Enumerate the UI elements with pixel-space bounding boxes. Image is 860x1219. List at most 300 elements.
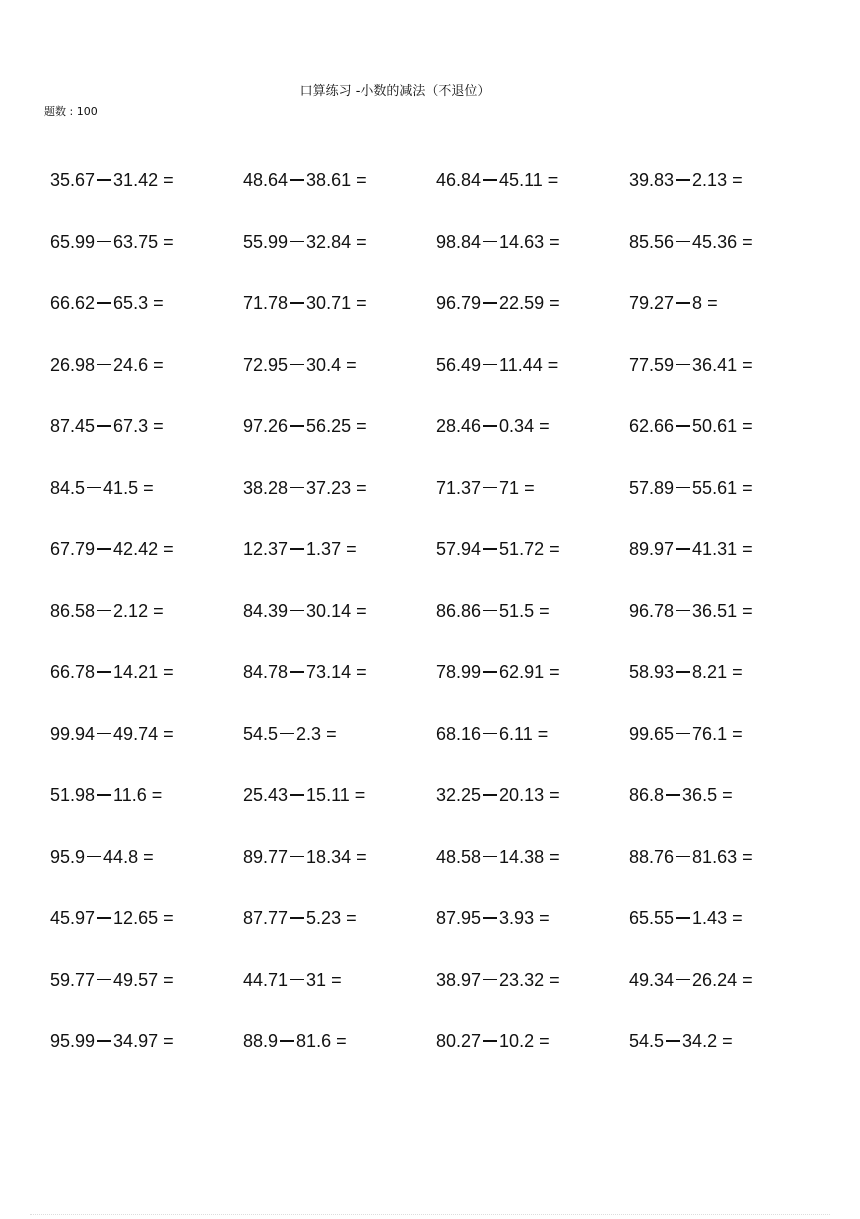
problem-item: [436, 355, 629, 376]
subtrahend: 26.24: [692, 969, 738, 990]
subtrahend: 81.63: [692, 846, 738, 867]
minuend: 65.55: [629, 908, 675, 929]
problem-row: [50, 704, 830, 766]
minus-sign-icon: [676, 979, 690, 981]
minus-sign-icon: [483, 794, 497, 796]
subtrahend: 18.34: [306, 846, 352, 867]
equals-sign: =: [722, 1031, 733, 1052]
subtrahend: 51.5: [499, 600, 535, 621]
problem-item: [629, 908, 822, 929]
problem-item: [243, 908, 436, 929]
problem-item: [436, 1031, 629, 1052]
minus-sign-icon: [483, 179, 497, 181]
problem-item: [50, 170, 243, 191]
minuend: 77.59: [629, 354, 675, 375]
problem-row: [50, 396, 830, 458]
equals-sign: =: [549, 539, 560, 560]
minuend: 49.34: [629, 969, 675, 990]
minuend: 54.5: [629, 1031, 665, 1052]
problem-row: [50, 765, 830, 827]
minus-sign-icon: [483, 487, 497, 489]
minuend: 85.56: [629, 231, 675, 252]
problem-item: [629, 1031, 822, 1052]
minuend: 51.98: [50, 785, 96, 806]
equals-sign: =: [153, 293, 164, 314]
minus-sign-icon: [676, 548, 690, 550]
equals-sign: =: [326, 723, 337, 744]
equals-sign: =: [163, 1031, 174, 1052]
problem-item: [50, 293, 243, 314]
minus-sign-icon: [290, 425, 304, 427]
equals-sign: =: [143, 846, 154, 867]
problem-row: [50, 273, 830, 335]
minus-sign-icon: [483, 364, 497, 366]
problem-item: [436, 601, 629, 622]
minuend: 87.45: [50, 416, 96, 437]
equals-sign: =: [549, 231, 560, 252]
minus-sign-icon: [97, 302, 111, 304]
minuend: 79.27: [629, 293, 675, 314]
minuend: 46.84: [436, 170, 482, 191]
minuend: 95.99: [50, 1031, 96, 1052]
minuend: 86.86: [436, 600, 482, 621]
problem-item: [243, 539, 436, 560]
equals-sign: =: [549, 662, 560, 683]
subtrahend: 22.59: [499, 293, 545, 314]
equals-sign: =: [143, 477, 154, 498]
problem-item: [50, 970, 243, 991]
minus-sign-icon: [483, 302, 497, 304]
minuend: 89.97: [629, 539, 675, 560]
subtrahend: 5.23: [306, 908, 342, 929]
equals-sign: =: [354, 785, 366, 806]
subtrahend: 73.14: [306, 662, 352, 683]
problem-item: [50, 232, 243, 253]
equals-sign: =: [346, 908, 357, 929]
problem-row: [50, 827, 830, 889]
problem-grid: [50, 150, 830, 1073]
subtrahend: 71: [499, 477, 520, 498]
problem-item: [50, 478, 243, 499]
equals-sign: =: [153, 600, 164, 621]
minus-sign-icon: [97, 671, 111, 673]
minuend: 87.95: [436, 908, 482, 929]
minus-sign-icon: [676, 241, 690, 243]
minuend: 25.43: [243, 785, 289, 806]
problem-item: [436, 293, 629, 314]
minus-sign-icon: [290, 671, 304, 673]
problem-item: [243, 232, 436, 253]
equals-sign: =: [356, 846, 367, 867]
problem-item: [629, 416, 822, 437]
minuend: 59.77: [50, 969, 96, 990]
subtrahend: 42.42: [113, 539, 159, 560]
problem-item: [436, 416, 629, 437]
minuend: 26.98: [50, 354, 96, 375]
problem-item: [243, 170, 436, 191]
subtrahend: 62.91: [499, 662, 545, 683]
equals-sign: =: [163, 908, 174, 929]
equals-sign: =: [547, 170, 559, 191]
problem-count: 题数 : 100: [44, 105, 98, 118]
problem-row: [50, 335, 830, 397]
subtrahend: 55.61: [692, 477, 738, 498]
problem-item: [629, 478, 822, 499]
equals-sign: =: [722, 785, 733, 806]
subtrahend: 34.97: [113, 1031, 159, 1052]
problem-item: [243, 601, 436, 622]
problem-row: [50, 519, 830, 581]
equals-sign: =: [742, 477, 753, 498]
minus-sign-icon: [97, 733, 111, 735]
subtrahend: 2.3: [296, 723, 322, 744]
equals-sign: =: [549, 846, 560, 867]
minuend: 65.99: [50, 231, 96, 252]
problem-item: [436, 170, 629, 191]
minuend: 66.78: [50, 662, 96, 683]
minuend: 89.77: [243, 846, 289, 867]
problem-row: [50, 581, 830, 643]
minuend: 28.46: [436, 416, 482, 437]
subtrahend: 0.34: [499, 416, 535, 437]
minus-sign-icon: [676, 487, 690, 489]
equals-sign: =: [356, 170, 367, 191]
minus-sign-icon: [290, 487, 304, 489]
subtrahend: 20.13: [499, 785, 545, 806]
minus-sign-icon: [290, 548, 304, 550]
subtrahend: 51.72: [499, 539, 545, 560]
problem-item: [436, 970, 629, 991]
subtrahend: 76.1: [692, 723, 728, 744]
subtrahend: 38.61: [306, 170, 352, 191]
minus-sign-icon: [290, 302, 304, 304]
subtrahend: 8: [692, 293, 703, 314]
problem-item: [50, 785, 243, 806]
subtrahend: 11.6: [113, 785, 147, 806]
subtrahend: 6.11: [499, 723, 533, 744]
minuend: 62.66: [629, 416, 675, 437]
equals-sign: =: [331, 969, 342, 990]
problem-item: [436, 908, 629, 929]
footer-divider: [30, 1214, 830, 1215]
subtrahend: 14.63: [499, 231, 545, 252]
minuend: 88.76: [629, 846, 675, 867]
problem-item: [629, 232, 822, 253]
minuend: 98.84: [436, 231, 482, 252]
equals-sign: =: [707, 293, 718, 314]
minuend: 86.8: [629, 785, 665, 806]
equals-sign: =: [732, 908, 743, 929]
subtrahend: 10.2: [499, 1031, 535, 1052]
subtrahend: 36.41: [692, 354, 738, 375]
problem-row: [50, 1011, 830, 1073]
subtrahend: 2.12: [113, 600, 149, 621]
subtrahend: 45.11: [499, 170, 543, 191]
minuend: 78.99: [436, 662, 482, 683]
minuend: 95.9: [50, 846, 86, 867]
minuend: 71.37: [436, 477, 482, 498]
subtrahend: 1.37: [306, 539, 342, 560]
minus-sign-icon: [483, 425, 497, 427]
equals-sign: =: [742, 969, 753, 990]
minus-sign-icon: [97, 917, 111, 919]
minus-sign-icon: [676, 364, 690, 366]
equals-sign: =: [356, 231, 367, 252]
subtrahend: 49.57: [113, 969, 159, 990]
minuend: 88.9: [243, 1031, 279, 1052]
equals-sign: =: [742, 354, 753, 375]
minuend: 84.39: [243, 600, 289, 621]
equals-sign: =: [732, 170, 743, 191]
minuend: 44.71: [243, 969, 289, 990]
minus-sign-icon: [483, 917, 497, 919]
problem-item: [629, 970, 822, 991]
minus-sign-icon: [97, 425, 111, 427]
minus-sign-icon: [676, 917, 690, 919]
subtrahend: 31.42: [113, 170, 159, 191]
problem-item: [629, 293, 822, 314]
equals-sign: =: [336, 1031, 347, 1052]
subtrahend: 30.4: [306, 354, 342, 375]
problem-item: [243, 785, 436, 806]
equals-sign: =: [549, 293, 560, 314]
problem-item: [436, 785, 629, 806]
problem-item: [50, 355, 243, 376]
equals-sign: =: [163, 723, 174, 744]
equals-sign: =: [356, 600, 367, 621]
minus-sign-icon: [483, 610, 497, 612]
problem-item: [50, 539, 243, 560]
minus-sign-icon: [97, 179, 111, 181]
minuend: 54.5: [243, 723, 279, 744]
minuend: 57.94: [436, 539, 482, 560]
subtrahend: 23.32: [499, 969, 545, 990]
equals-sign: =: [524, 477, 535, 498]
equals-sign: =: [547, 354, 559, 375]
problem-item: [629, 170, 822, 191]
page-title: 口算练习 -小数的减法（不退位）: [299, 84, 491, 99]
minus-sign-icon: [483, 733, 497, 735]
subtrahend: 56.25: [306, 416, 352, 437]
minus-sign-icon: [483, 241, 497, 243]
subtrahend: 41.31: [692, 539, 738, 560]
equals-sign: =: [742, 231, 753, 252]
minus-sign-icon: [290, 179, 304, 181]
equals-sign: =: [732, 662, 743, 683]
minuend: 80.27: [436, 1031, 482, 1052]
problem-item: [436, 478, 629, 499]
subtrahend: 45.36: [692, 231, 738, 252]
minuend: 38.28: [243, 477, 289, 498]
minuend: 99.94: [50, 723, 96, 744]
problem-item: [50, 908, 243, 929]
minuend: 72.95: [243, 354, 289, 375]
minus-sign-icon: [483, 548, 497, 550]
minus-sign-icon: [97, 364, 111, 366]
subtrahend: 30.71: [306, 293, 352, 314]
subtrahend: 50.61: [692, 416, 738, 437]
problem-item: [243, 293, 436, 314]
problem-item: [243, 847, 436, 868]
subtrahend: 41.5: [103, 477, 139, 498]
minus-sign-icon: [666, 794, 680, 796]
equals-sign: =: [539, 600, 550, 621]
equals-sign: =: [163, 539, 174, 560]
minus-sign-icon: [290, 979, 304, 981]
minus-sign-icon: [280, 733, 294, 735]
minus-sign-icon: [483, 1040, 497, 1042]
minus-sign-icon: [290, 794, 304, 796]
equals-sign: =: [346, 354, 357, 375]
problem-row: [50, 458, 830, 520]
equals-sign: =: [549, 969, 560, 990]
equals-sign: =: [539, 908, 550, 929]
subtrahend: 11.44: [499, 354, 543, 375]
equals-sign: =: [539, 1031, 550, 1052]
equals-sign: =: [537, 723, 549, 744]
minus-sign-icon: [97, 610, 111, 612]
problem-item: [436, 662, 629, 683]
minuend: 84.78: [243, 662, 289, 683]
subtrahend: 49.74: [113, 723, 159, 744]
minuend: 56.49: [436, 354, 482, 375]
equals-sign: =: [163, 969, 174, 990]
problem-item: [243, 478, 436, 499]
subtrahend: 34.2: [682, 1031, 718, 1052]
subtrahend: 36.51: [692, 600, 738, 621]
problem-item: [629, 539, 822, 560]
equals-sign: =: [153, 354, 164, 375]
minuend: 96.78: [629, 600, 675, 621]
minus-sign-icon: [290, 917, 304, 919]
equals-sign: =: [163, 170, 174, 191]
problem-item: [243, 970, 436, 991]
equals-sign: =: [163, 662, 174, 683]
problem-item: [243, 662, 436, 683]
minuend: 39.83: [629, 170, 675, 191]
subtrahend: 2.13: [692, 170, 728, 191]
subtrahend: 65.3: [113, 293, 149, 314]
minus-sign-icon: [666, 1040, 680, 1042]
equals-sign: =: [356, 662, 367, 683]
minuend: 96.79: [436, 293, 482, 314]
subtrahend: 30.14: [306, 600, 352, 621]
minuend: 66.62: [50, 293, 96, 314]
equals-sign: =: [356, 293, 367, 314]
problem-item: [50, 662, 243, 683]
equals-sign: =: [153, 416, 164, 437]
problem-item: [629, 662, 822, 683]
minus-sign-icon: [290, 856, 304, 858]
problem-item: [50, 847, 243, 868]
minuend: 48.58: [436, 846, 482, 867]
minuend: 38.97: [436, 969, 482, 990]
equals-sign: =: [742, 416, 753, 437]
minuend: 86.58: [50, 600, 96, 621]
minus-sign-icon: [97, 979, 111, 981]
minus-sign-icon: [676, 179, 690, 181]
subtrahend: 14.38: [499, 846, 545, 867]
subtrahend: 3.93: [499, 908, 535, 929]
minus-sign-icon: [97, 241, 111, 243]
minus-sign-icon: [676, 610, 690, 612]
minuend: 84.5: [50, 477, 86, 498]
minuend: 12.37: [243, 539, 289, 560]
problem-item: [436, 724, 629, 745]
minus-sign-icon: [483, 979, 497, 981]
problem-item: [436, 539, 629, 560]
subtrahend: 12.65: [113, 908, 159, 929]
minus-sign-icon: [483, 856, 497, 858]
subtrahend: 81.6: [296, 1031, 332, 1052]
equals-sign: =: [356, 416, 367, 437]
minus-sign-icon: [676, 733, 690, 735]
problem-row: [50, 642, 830, 704]
subtrahend: 67.3: [113, 416, 149, 437]
problem-item: [50, 601, 243, 622]
minuend: 45.97: [50, 908, 96, 929]
minuend: 67.79: [50, 539, 96, 560]
subtrahend: 8.21: [692, 662, 728, 683]
subtrahend: 15.11: [306, 785, 350, 806]
minuend: 71.78: [243, 293, 289, 314]
minuend: 87.77: [243, 908, 289, 929]
problem-item: [436, 232, 629, 253]
equals-sign: =: [163, 231, 174, 252]
equals-sign: =: [742, 600, 753, 621]
equals-sign: =: [151, 785, 163, 806]
problem-item: [629, 601, 822, 622]
subtrahend: 24.6: [113, 354, 149, 375]
equals-sign: =: [549, 785, 560, 806]
minus-sign-icon: [290, 364, 304, 366]
subtrahend: 63.75: [113, 231, 159, 252]
subtrahend: 14.21: [113, 662, 159, 683]
problem-item: [436, 847, 629, 868]
minus-sign-icon: [290, 610, 304, 612]
minuend: 55.99: [243, 231, 289, 252]
problem-item: [50, 1031, 243, 1052]
problem-item: [243, 355, 436, 376]
minus-sign-icon: [290, 241, 304, 243]
equals-sign: =: [742, 846, 753, 867]
minus-sign-icon: [97, 794, 111, 796]
minus-sign-icon: [676, 856, 690, 858]
equals-sign: =: [539, 416, 550, 437]
minuend: 32.25: [436, 785, 482, 806]
equals-sign: =: [742, 539, 753, 560]
problem-row: [50, 950, 830, 1012]
minuend: 57.89: [629, 477, 675, 498]
minuend: 58.93: [629, 662, 675, 683]
problem-row: [50, 888, 830, 950]
minuend: 68.16: [436, 723, 482, 744]
subtrahend: 32.84: [306, 231, 352, 252]
problem-item: [629, 355, 822, 376]
minus-sign-icon: [676, 302, 690, 304]
problem-item: [243, 1031, 436, 1052]
subtrahend: 44.8: [103, 846, 139, 867]
minus-sign-icon: [676, 425, 690, 427]
minus-sign-icon: [280, 1040, 294, 1042]
minus-sign-icon: [97, 1040, 111, 1042]
minuend: 35.67: [50, 170, 96, 191]
problem-item: [629, 724, 822, 745]
minus-sign-icon: [87, 487, 101, 489]
equals-sign: =: [732, 723, 743, 744]
problem-item: [50, 724, 243, 745]
subtrahend: 37.23: [306, 477, 352, 498]
